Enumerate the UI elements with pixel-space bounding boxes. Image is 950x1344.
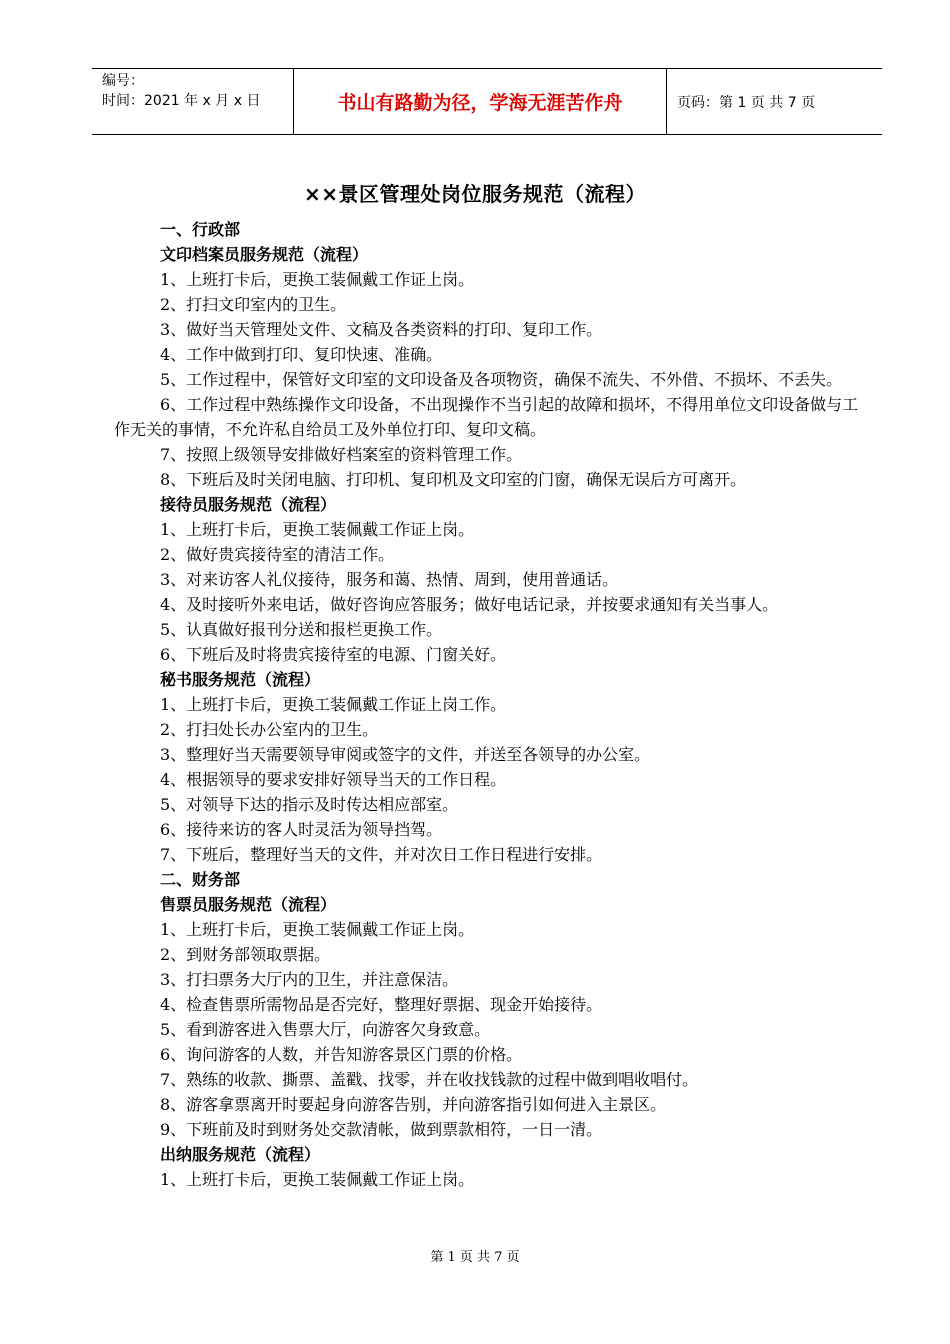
subsection-heading: 秘书服务规范（流程）	[160, 670, 321, 689]
header-table	[92, 68, 882, 135]
body-line: 3、整理好当天需要领导审阅或签字的文件，并送至各领导的办公室。	[160, 745, 651, 764]
section-heading: 一、行政部	[160, 220, 241, 239]
body-line: 3、做好当天管理处文件、文稿及各类资料的打印、复印工作。	[160, 320, 603, 339]
body-line: 6、询问游客的人数，并告知游客景区门票的价格。	[160, 1045, 523, 1064]
subsection-heading: 出纳服务规范（流程）	[160, 1145, 321, 1164]
body-paragraph: 6、工作过程中熟练操作文印设备，不出现操作不当引起的故障和损坏，不得用单位文印设备做与工作无关的事情，不允许私自给员工及外单位打印、复印文稿。	[114, 395, 859, 439]
header-meta	[92, 69, 293, 134]
body-line: 2、打扫文印室内的卫生。	[160, 295, 347, 314]
body-line: 4、工作中做到打印、复印快速、准确。	[160, 345, 443, 364]
body-line: 7、熟练的收款、撕票、盖戳、找零，并在收找钱款的过程中做到唱收唱付。	[160, 1070, 699, 1089]
body-line: 8、游客拿票离开时要起身向游客告别，并向游客指引如何进入主景区。	[160, 1095, 667, 1114]
document-number-label: 编号：	[102, 73, 144, 89]
body-line: 5、对领导下达的指示及时传达相应部室。	[160, 795, 459, 814]
document-title: ××景区管理处岗位服务规范（流程）	[303, 182, 646, 206]
body-line: 4、根据领导的要求安排好领导当天的工作日程。	[160, 770, 507, 789]
body-line: 1、上班打卡后，更换工装佩戴工作证上岗。	[160, 1170, 475, 1189]
body-line: 7、下班后，整理好当天的文件，并对次日工作日程进行安排。	[160, 845, 603, 864]
section-heading: 二、财务部	[160, 870, 241, 889]
body-line: 1、上班打卡后，更换工装佩戴工作证上岗。	[160, 270, 475, 289]
subsection-heading: 接待员服务规范（流程）	[160, 495, 337, 514]
document-time-label: 时间：2021 年 x 月 x 日	[102, 93, 261, 109]
body-line: 8、下班后及时关闭电脑、打印机、复印机及文印室的门窗，确保无误后方可离开。	[160, 470, 747, 489]
body-line: 6、接待来访的客人时灵活为领导挡驾。	[160, 820, 443, 839]
body-line: 1、上班打卡后，更换工装佩戴工作证上岗。	[160, 920, 475, 939]
body-paragraph: 4、及时接听外来电话，做好咨询应答服务；做好电话记录，并按要求通知有关当事人。	[160, 595, 779, 614]
page-footer: 第 1 页 共 7 页	[430, 1250, 520, 1265]
header-motto: 书山有路勤为径，学海无涯苦作舟	[293, 69, 667, 134]
body-line: 1、上班打卡后，更换工装佩戴工作证上岗。	[160, 520, 475, 539]
body-line: 7、按照上级领导安排做好档案室的资料管理工作。	[160, 445, 523, 464]
body-line: 6、下班后及时将贵宾接待室的电源、门窗关好。	[160, 645, 507, 664]
body-paragraph: 5、工作过程中，保管好文印室的文印设备及各项物资，确保不流失、不外借、不损坏、不丢失。	[160, 370, 843, 389]
body-line: 5、认真做好报刊分送和报栏更换工作。	[160, 620, 443, 639]
subsection-heading: 文印档案员服务规范（流程）	[160, 245, 369, 264]
subsection-heading: 售票员服务规范（流程）	[160, 895, 337, 914]
body-line: 2、打扫处长办公室内的卫生。	[160, 720, 379, 739]
body-line: 3、对来访客人礼仪接待，服务和蔼、热情、周到，使用普通话。	[160, 570, 619, 589]
body-line: 1、上班打卡后，更换工装佩戴工作证上岗工作。	[160, 695, 507, 714]
body-line: 3、打扫票务大厅内的卫生，并注意保洁。	[160, 970, 459, 989]
body-line: 4、检查售票所需物品是否完好，整理好票据、现金开始接待。	[160, 995, 603, 1014]
body-line: 9、下班前及时到财务处交款清帐，做到票款相符，一日一清。	[160, 1120, 603, 1139]
body-line: 5、看到游客进入售票大厅，向游客欠身致意。	[160, 1020, 491, 1039]
body-line: 2、到财务部领取票据。	[160, 945, 331, 964]
document-body	[114, 217, 864, 1192]
body-line: 2、做好贵宾接待室的清洁工作。	[160, 545, 395, 564]
header-page-info: 页码：第 1 页 共 7 页	[677, 94, 816, 111]
